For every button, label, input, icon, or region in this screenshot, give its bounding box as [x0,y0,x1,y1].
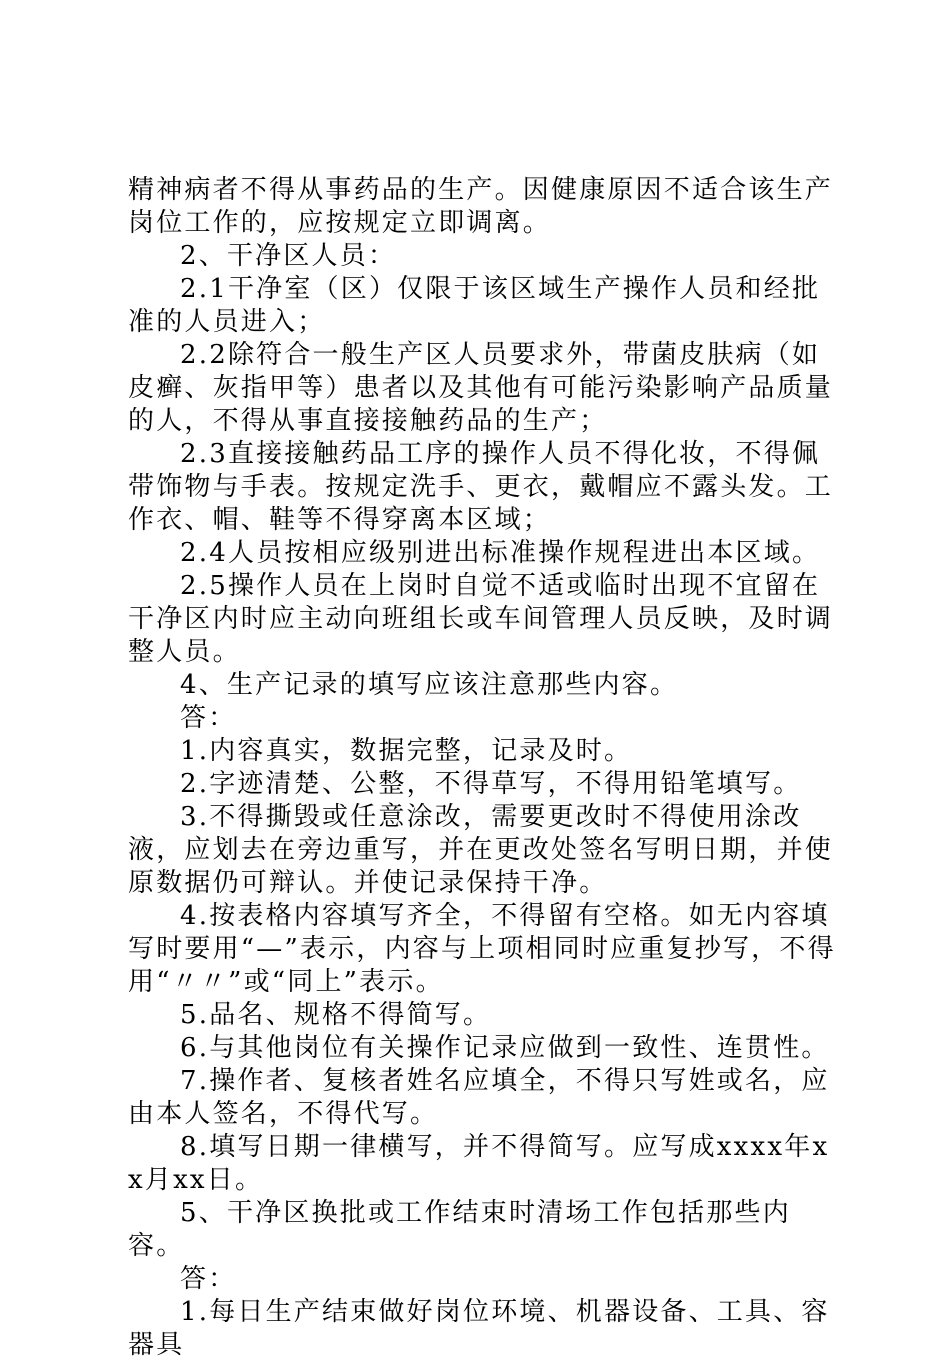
section-heading: 5、干净区换批或工作结束时清场工作包括那些内容。 [128,1198,791,1261]
section-heading: 4、生产记录的填写应该注意那些内容。 [180,670,679,700]
paragraph: 精神病者不得从事药品的生产。因健康原因不适合该生产岗位工作的，应按规定立即调离。 [128,175,834,238]
paragraph: 2.3直接接触药品工序的操作人员不得化妆，不得佩带饰物与手表。按规定洗手、更衣，戴帽应不露头发。工作衣、帽、鞋等不得穿离本区域； [128,439,834,535]
paragraph: 2.5操作人员在上岗时自觉不适或临时出现不宜留在干净区内时应主动向班组长或车间管理人员反映，及时调整人员。 [128,571,834,667]
list-item: 3.不得撕毁或任意涂改，需要更改时不得使用涂改液，应划去在旁边重写，并在更改处签名写明日期，并使原数据仍可辩认。并使记录保持干净。 [128,802,834,898]
paragraph: 2.4人员按相应级别进出标准操作规程进出本区域。 [180,538,821,568]
answer-label: 答： [180,1264,237,1294]
paragraph: 2.1干净室（区）仅限于该区域生产操作人员和经批准的人员进入； [128,274,821,337]
list-item: 1.内容真实，数据完整，记录及时。 [180,736,633,766]
paragraph: 2.2除符合一般生产区人员要求外，带菌皮肤病（如皮癣、灰指甲等）患者以及其他有可能污染影响产品质量的人，不得从事直接接触药品的生产； [128,340,834,436]
list-item: 8.填写日期一律横写，并不得简写。应写成xxxx年xx月xx日。 [128,1132,830,1195]
document-body [128,174,844,1362]
list-item: 2.字迹清楚、公整，不得草写，不得用铅笔填写。 [180,769,802,799]
list-item: 1.每日生产结束做好岗位环境、机器设备、工具、容器具 [128,1297,830,1360]
list-item: 6.与其他岗位有关操作记录应做到一致性、连贯性。 [180,1033,830,1063]
list-item: 7.操作者、复核者姓名应填全，不得只写姓或名，应由本人签名，不得代写。 [128,1066,830,1129]
list-item: 4.按表格内容填写齐全，不得留有空格。如无内容填写时要用“—”表示，内容与上项相同时应重复抄写，不得用“〃〃”或“同上”表示。 [128,901,836,997]
section-heading: 2、干净区人员： [180,241,397,271]
list-item: 5.品名、规格不得简写。 [180,1000,492,1030]
answer-label: 答： [180,703,237,733]
